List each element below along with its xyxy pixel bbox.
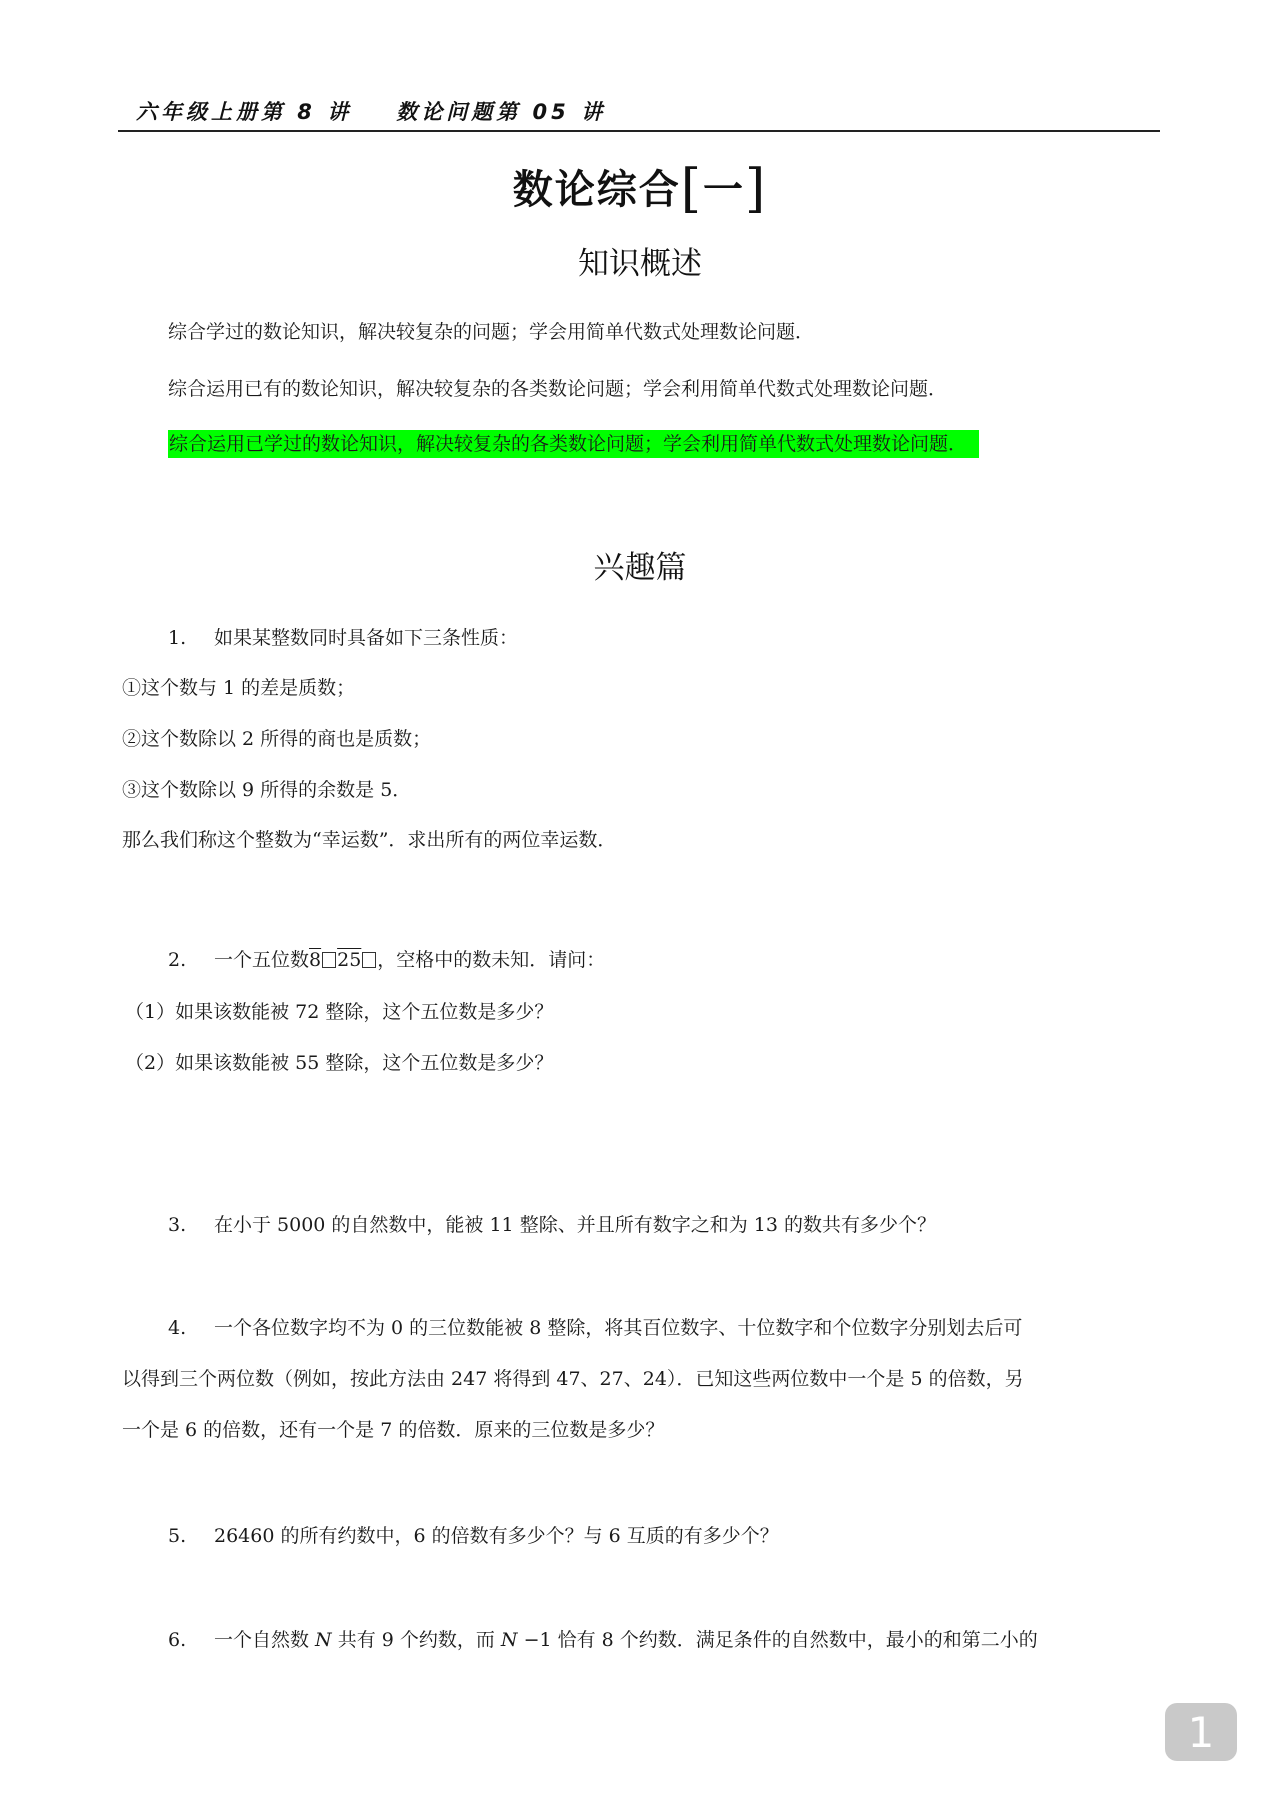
page-title (0, 158, 1280, 219)
problem-text-before: 一个五位数 (214, 949, 310, 971)
problem-number: 3. (168, 1214, 187, 1236)
problem-text: 在小于 5000 的自然数中，能被 11 整除、并且所有数字之和为 13 的数共有多少个？ (214, 1214, 936, 1236)
problem-4-line-1 (168, 1313, 1022, 1340)
problem-text: 如果某整数同时具备如下三条性质： (214, 627, 519, 649)
five-digit-number (309, 949, 377, 971)
variable-n: N (500, 1629, 518, 1651)
problem-4-line-2: 以得到三个两位数（例如，按此方法由 247 将得到 47、27、24）．已知这些两位数中一个是 5 的倍数，另 (122, 1368, 1024, 1390)
page-number-badge: 1 (1165, 1703, 1237, 1761)
problem-text: 一个自然数 (214, 1629, 316, 1651)
title-bracket-close: ] (745, 159, 768, 219)
highlight: 综合运用已学过的数论知识，解决较复杂的各类数论问题；学会利用简单代数式处理数论问题． (168, 430, 979, 458)
blank-box (322, 952, 336, 968)
overview-heading: 知识概述 (578, 246, 702, 282)
header-text (136, 96, 606, 126)
problem-2-item-1: （1）如果该数能被 72 整除，这个五位数是多少？ (125, 1001, 554, 1023)
digits: 25 (337, 949, 362, 971)
problem-text: 26460 的所有约数中，6 的倍数有多少个？与 6 互质的有多少个？ (214, 1525, 779, 1547)
digit: 8 (309, 949, 322, 971)
problem-text: 一个各位数字均不为 0 的三位数能被 8 整除，将其百位数字、十位数字和个位数字分别划去后可 (214, 1317, 1023, 1339)
variable-n: N (315, 1629, 332, 1651)
header-lecture: 六年级上册第 8 讲 (136, 100, 353, 124)
overview-line-2: 综合运用已有的数论知识，解决较复杂的各类数论问题；学会利用简单代数式处理数论问题． (168, 378, 948, 400)
title-bracket-open: [ (680, 159, 703, 219)
problem-number: 5. (168, 1525, 187, 1547)
page-header (118, 96, 1160, 132)
problem-text: 共有 9 个约数，而 (331, 1629, 501, 1651)
problem-1-item-1: ①这个数与 1 的差是质数； (122, 677, 356, 699)
problem-5 (168, 1521, 779, 1548)
problem-number: 2. (168, 949, 187, 971)
problem-number: 1. (168, 627, 187, 649)
problem-4-line-3: 一个是 6 的倍数，还有一个是 7 的倍数．原来的三位数是多少？ (122, 1419, 665, 1441)
overview-line-1: 综合学过的数论知识，解决较复杂的问题；学会用简单代数式处理数论问题． (168, 321, 815, 343)
interest-heading: 兴趣篇 (593, 550, 687, 586)
problem-1-item-2: ②这个数除以 2 所得的商也是质数； (122, 728, 432, 750)
problem-2 (168, 945, 605, 972)
problem-6 (168, 1625, 1038, 1652)
problem-1 (168, 623, 518, 650)
problem-2-item-2: （2）如果该数能被 55 整除，这个五位数是多少？ (125, 1052, 554, 1074)
problem-1-item-3: ③这个数除以 9 所得的余数是 5． (122, 779, 412, 801)
problem-number: 4. (168, 1317, 187, 1339)
problem-text: −1 恰有 8 个约数．满足条件的自然数中，最小的和第二小的 (517, 1629, 1038, 1651)
problem-number: 6. (168, 1629, 187, 1651)
problem-1-closing: 那么我们称这个整数为“幸运数”．求出所有的两位幸运数． (122, 829, 617, 851)
blank-box (362, 952, 376, 968)
problem-text-after: ，空格中的数未知．请问： (377, 949, 606, 971)
title-bracket-content: 一 (703, 167, 745, 213)
problem-3 (168, 1210, 936, 1237)
header-topic: 数论问题第 05 讲 (396, 100, 607, 124)
title-main: 数论综合 (512, 167, 681, 213)
overview-line-3-highlighted (168, 429, 979, 456)
